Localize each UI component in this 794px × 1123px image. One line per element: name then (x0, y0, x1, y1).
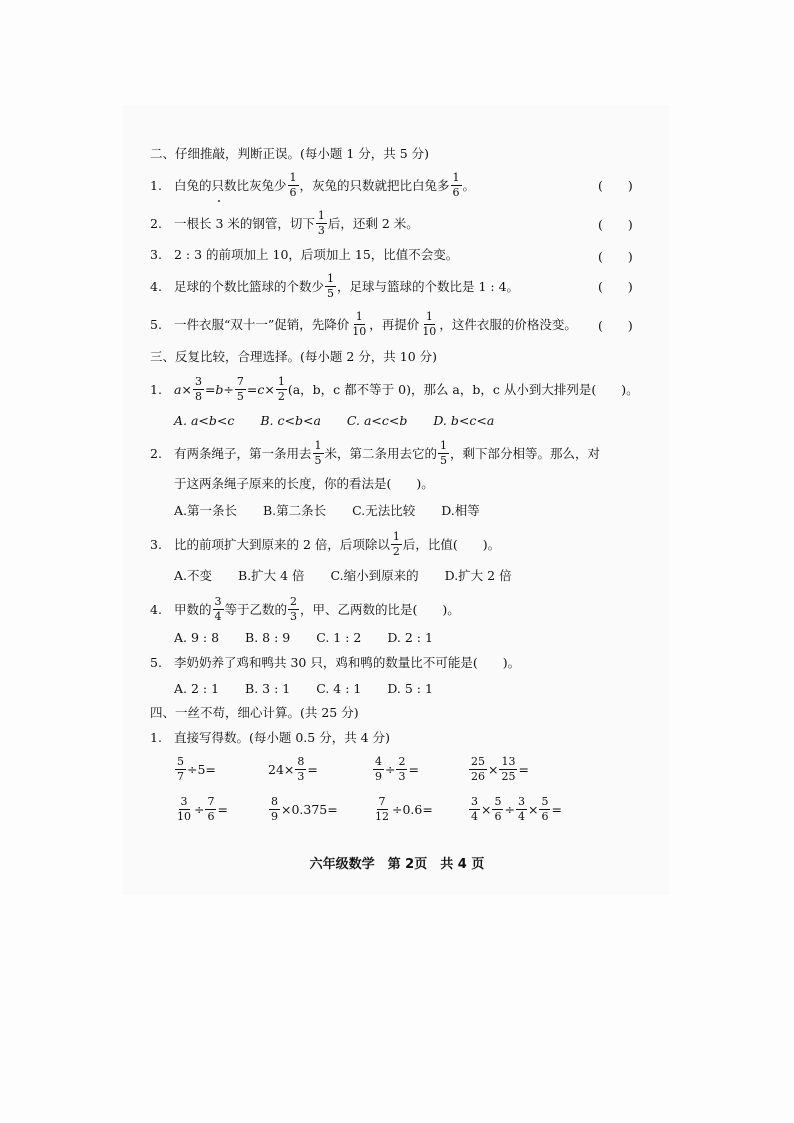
numerator: 3 (471, 795, 478, 808)
calc-item-2 (268, 756, 318, 783)
calc-rest: = (217, 802, 228, 817)
question-text: 米，第二条用去它的 (324, 445, 438, 461)
fraction (213, 596, 224, 623)
fraction (469, 796, 480, 823)
fraction (193, 376, 204, 403)
denominator: 8 (194, 390, 202, 403)
question-text: 甲数的 (174, 601, 212, 617)
denominator: 4 (214, 610, 222, 623)
s3-question-1 (150, 376, 639, 403)
denominator: 26 (471, 770, 485, 783)
fraction (295, 756, 306, 783)
numerator: 7 (207, 795, 215, 808)
option-b[interactable]: B. c<b<a (260, 413, 321, 428)
denominator: 10 (352, 325, 367, 338)
calc-op: ÷ (194, 802, 205, 817)
question-text: ，足球与篮球的个数比是 1 : 4。 (337, 278, 520, 294)
question-text: ，再提价 (369, 316, 420, 332)
numerator: 1 (277, 375, 285, 388)
fraction (438, 440, 449, 467)
calc-rest: ×0.375= (281, 802, 338, 817)
option-d[interactable]: D. b<c<a (433, 413, 495, 428)
denominator: 6 (452, 186, 460, 199)
numerator: 1 (289, 171, 297, 184)
answer-blank[interactable]: ( ) (598, 279, 633, 294)
calc-pre: 24× (268, 762, 295, 777)
question-number: 4. (150, 278, 162, 294)
fraction (205, 796, 216, 823)
calc-op: × (527, 802, 539, 817)
denominator: 2 (277, 390, 285, 403)
option-a[interactable]: A.不变 (174, 568, 213, 583)
equation-text: a× (174, 381, 192, 397)
numerator: 5 (177, 755, 184, 768)
option-a[interactable]: A. a<b<c (174, 413, 235, 428)
denominator: 3 (290, 610, 298, 623)
numerator: 3 (180, 795, 188, 808)
denominator: 3 (398, 770, 406, 783)
numerator: 1 (317, 209, 325, 222)
calc-rest: = (518, 762, 529, 777)
calc-rest: ÷5= (187, 762, 216, 777)
fraction (516, 796, 527, 823)
denominator: 9 (375, 770, 382, 783)
s3-question-3 (150, 531, 500, 558)
numerator: 13 (501, 755, 516, 768)
s2-question-3 (150, 247, 458, 263)
question-text: 后，比值( )。 (402, 536, 501, 552)
option-d[interactable]: D. 2 : 1 (387, 630, 433, 645)
question-number: 1. (150, 177, 162, 193)
question-text: 后，还剩 2 米。 (327, 215, 419, 231)
question-text: ，灰兔的只数就把比白兔多 (299, 177, 450, 193)
equation-text: =b÷ (204, 381, 234, 397)
question-text: 比的前项扩大到原来的 2 倍，后项除以 (174, 536, 390, 552)
denominator: 5 (440, 454, 448, 467)
s2-question-2 (150, 210, 419, 237)
s3-question-5 (150, 655, 520, 671)
calc-item-6 (268, 796, 338, 823)
s3-q2-line2: 于这两条绳子原来的长度，你的看法是( )。 (174, 476, 434, 491)
numerator: 1 (355, 310, 363, 323)
calc-item-3 (372, 756, 419, 783)
fraction (350, 311, 368, 338)
calc-rest: = (551, 802, 562, 817)
numerator: 8 (271, 795, 278, 808)
option-b[interactable]: B. 8 : 9 (245, 630, 291, 645)
fraction (288, 596, 299, 623)
question-text: 2 : 3 的前项加上 10，后项加上 15，比值不会变。 (174, 247, 459, 262)
answer-blank[interactable]: ( ) (598, 178, 633, 193)
calc-op: ÷ (504, 802, 515, 817)
equation-text: =c× (246, 381, 275, 397)
question-number: 5. (150, 655, 162, 670)
fraction (391, 531, 402, 558)
section-3-heading: 三、反复比较，合理选择。(每小题 2 分，共 10 分) (150, 349, 438, 364)
question-text: 等于乙数的 (224, 601, 288, 617)
numerator: 8 (297, 755, 305, 768)
denominator: 3 (317, 224, 325, 237)
calc-item-7 (372, 796, 433, 823)
question-text: 足球的个数比篮球的个数少 (174, 278, 325, 294)
s2-question-5 (150, 311, 577, 338)
denominator: 6 (494, 810, 502, 823)
s3-q4-options (174, 630, 455, 645)
numerator: 1 (440, 439, 448, 452)
denominator: 5 (236, 390, 244, 403)
option-d[interactable]: D.扩大 2 倍 (444, 568, 512, 583)
calc-op: × (488, 762, 499, 777)
numerator: 1 (392, 530, 400, 543)
question-text: 。 (462, 177, 476, 193)
question-text: 一根长 3 米的钢管，切下 (174, 215, 315, 231)
numerator: 2 (398, 755, 406, 768)
option-c[interactable]: C. a<c<b (346, 413, 408, 428)
question-text: ，剩下部分相等。那么，对 (450, 445, 601, 461)
numerator: 3 (214, 595, 222, 608)
question-text: ，这件衣服的价格没变。 (439, 316, 577, 332)
numerator: 3 (517, 795, 525, 808)
s3-q2-options (174, 501, 502, 519)
question-text: ，甲、乙两数的比是( )。 (300, 601, 460, 617)
question-number: 2. (150, 445, 162, 461)
numerator: 7 (236, 375, 244, 388)
fraction (313, 440, 324, 467)
question-text: 有两条绳子，第一条用去 (174, 445, 312, 461)
s3-q3-options (174, 566, 534, 584)
calc-item-8 (468, 796, 562, 823)
question-number: 1. (150, 381, 162, 397)
question-number: 1. (150, 730, 162, 745)
calc-op: × (481, 802, 492, 817)
fraction (316, 210, 327, 237)
denominator: 10 (177, 810, 191, 823)
option-a[interactable]: A. 9 : 8 (174, 630, 220, 645)
numerator: 1 (452, 171, 460, 184)
s3-q1-options (174, 413, 516, 428)
calc-item-5 (174, 796, 228, 823)
numerator: 7 (378, 795, 386, 808)
option-b[interactable]: B.扩大 4 倍 (238, 568, 305, 583)
s4-subquestion-1 (150, 730, 390, 746)
fraction (396, 756, 407, 783)
s3-question-2 (150, 440, 600, 467)
s3-q5-options (174, 681, 455, 696)
question-text: 李奶奶养了鸡和鸭共 30 只，鸡和鸭的数量比不可能是( )。 (174, 655, 521, 670)
section-2-heading: 二、仔细推敲，判断正误。(每小题 1 分，共 5 分) (150, 146, 430, 161)
numerator: 1 (425, 310, 433, 323)
denominator: 5 (314, 454, 322, 467)
s2-question-1 (150, 172, 475, 199)
fraction (469, 756, 487, 783)
fraction (288, 172, 299, 199)
option-b[interactable]: B.第二条长 (263, 503, 327, 518)
option-d[interactable]: D.相等 (441, 503, 480, 518)
page-footer: 六年级数学 第 2页 共 4 页 (309, 857, 485, 872)
denominator: 10 (422, 325, 437, 338)
calc-rest: ÷0.6= (392, 802, 433, 817)
calc-op: ÷ (385, 762, 396, 777)
answer-blank[interactable]: ( ) (598, 318, 633, 333)
s3-question-4 (150, 596, 460, 623)
option-c[interactable]: C.缩小到原来的 (330, 568, 419, 583)
denominator: 3 (297, 770, 305, 783)
fraction (175, 756, 186, 783)
fraction (235, 376, 246, 403)
question-number: 3. (150, 536, 162, 552)
calc-item-1 (174, 756, 216, 783)
numerator: 5 (541, 795, 549, 808)
denominator: 4 (471, 810, 478, 823)
option-c[interactable]: C. 1 : 2 (316, 630, 362, 645)
denominator: 7 (177, 770, 184, 783)
answer-blank[interactable]: ( ) (598, 217, 633, 232)
question-text: 白兔的只数比灰兔少 (174, 177, 287, 193)
fraction (373, 796, 391, 823)
option-d[interactable]: D. 5 : 1 (387, 681, 433, 696)
fraction (492, 796, 503, 823)
numerator: 1 (327, 272, 335, 285)
option-a[interactable]: A.第一条长 (174, 503, 238, 518)
fraction (539, 796, 550, 823)
scan-speck (218, 200, 220, 202)
numerator: 2 (290, 595, 298, 608)
fraction (276, 376, 287, 403)
fraction (269, 796, 280, 823)
denominator: 4 (517, 810, 525, 823)
calc-item-4 (468, 756, 529, 783)
option-c[interactable]: C.无法比较 (352, 503, 416, 518)
fraction (373, 756, 384, 783)
numerator: 3 (194, 375, 202, 388)
denominator: 12 (375, 810, 389, 823)
section-4-heading: 四、一丝不苟，细心计算。(共 25 分) (150, 705, 359, 720)
denominator: 25 (501, 770, 516, 783)
denominator: 5 (327, 287, 335, 300)
answer-blank[interactable]: ( ) (598, 249, 633, 264)
option-b[interactable]: B. 3 : 1 (245, 681, 291, 696)
denominator: 6 (541, 810, 549, 823)
question-text: (a，b，c 都不等于 0)，那么 a，b，c 从小到大排列是( )。 (287, 381, 639, 397)
fraction (451, 172, 462, 199)
calc-rest: = (408, 762, 419, 777)
option-a[interactable]: A. 2 : 1 (174, 681, 220, 696)
s2-question-4 (150, 273, 519, 300)
fraction (499, 756, 517, 783)
numerator: 5 (494, 795, 502, 808)
option-c[interactable]: C. 4 : 1 (316, 681, 362, 696)
calc-rest: = (307, 762, 318, 777)
question-number: 2. (150, 215, 162, 231)
numerator: 1 (314, 439, 322, 452)
numerator: 4 (375, 755, 382, 768)
question-text: 一件衣服“双十一”促销，先降价 (174, 316, 350, 332)
question-number: 5. (150, 316, 162, 332)
question-number: 4. (150, 601, 162, 617)
denominator: 2 (392, 545, 400, 558)
fraction (175, 796, 193, 823)
fraction (325, 273, 336, 300)
question-text: 直接写得数。(每小题 0.5 分，共 4 分) (174, 730, 390, 745)
denominator: 9 (271, 810, 278, 823)
denominator: 6 (289, 186, 297, 199)
denominator: 6 (207, 810, 215, 823)
fraction (420, 311, 438, 338)
question-number: 3. (150, 247, 162, 262)
numerator: 25 (471, 755, 485, 768)
